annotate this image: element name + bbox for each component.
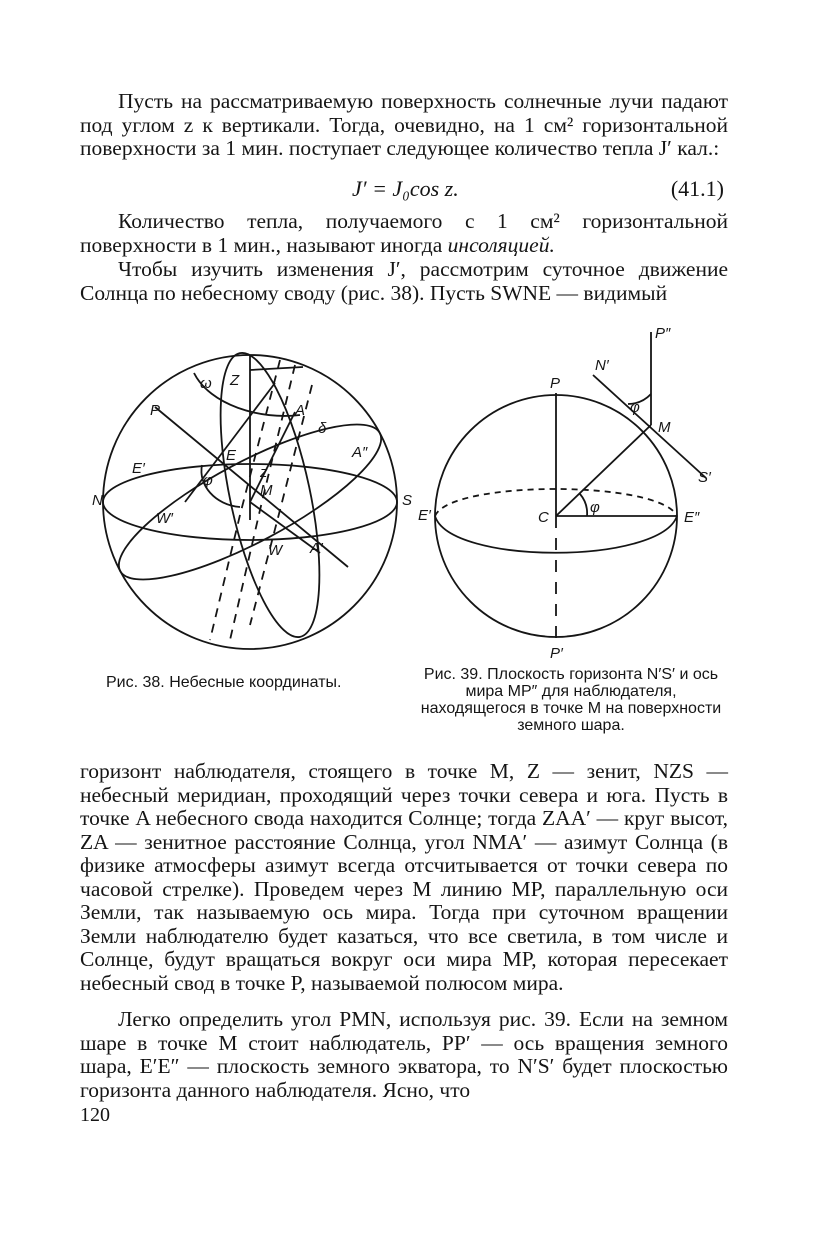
definition-text: Количество тепла, получаемого с 1 см² горизонтальной поверхности в 1 мин., называют иногда <box>80 209 728 257</box>
paragraph-insolation-intro: Пусть на рассматриваемую поверхность солнечные лучи падают под углом z к вертикали. Тогда, очевидно, на 1 см² горизонтальной поверхности за 1 мин. поступает следующее количество тепла J′ кал.: <box>80 89 728 160</box>
label-A: A <box>295 402 306 419</box>
paragraph-horizon-definitions: горизонт наблюдателя, стоящего в точке M, Z — зенит, NZS — небесный меридиан, проходящий через точки севера и юга. Пусть в точке A небесного свода находится Солнце; тогда ZAA′ — круг высот, ZA — зенитное расстояние Солнца, угол NMA′ — азимут Солнца (в физике атмосферы азимут всегда отсчитывается от точки севера по часовой стрелке). Проведем через M линию MP, параллельную оси Земли, так называемую ось мира. Тогда при суточном вращении Земли наблюдателю будет казаться, что все светила, в том числе и Солнце, будут вращаться вокруг оси мира MP, которая пересекает небесный свод в точке P, называемой полюсом мира. <box>80 759 728 995</box>
label-phi: φ <box>203 472 213 489</box>
label-E: E <box>226 447 237 464</box>
paragraph-sun-motion: Чтобы изучить изменения J′, рассмотрим суточное движение Солнца по небесному своду (рис. 38). Пусть SWNE — видимый <box>80 257 728 305</box>
label-W1: W′ <box>156 510 173 527</box>
angle-arc-C <box>580 494 587 516</box>
label-P1: P′ <box>550 645 563 660</box>
label-A1: A′ <box>310 540 323 557</box>
horizon-line-N1S1 <box>593 375 706 478</box>
figure-38-celestial-sphere <box>90 345 420 665</box>
label-Z: Z <box>230 372 240 389</box>
label-A2: A″ <box>352 444 368 461</box>
term-insolation: инсоляцией. <box>447 232 555 257</box>
paragraph-insolation-definition <box>80 210 728 257</box>
caption-figure-39: Рис. 39. Плоскость горизонта N′S′ и ось мира MP″ для наблюдателя, находящегося в точке M на поверхности земного шара. <box>420 666 722 734</box>
label-delta: δ <box>318 420 327 437</box>
label-P2: P″ <box>655 325 671 342</box>
label-P: P <box>150 402 161 419</box>
label-M: M <box>658 419 671 436</box>
equation-41-1 <box>80 176 728 202</box>
page-number: 120 <box>80 1104 110 1126</box>
label-W: W <box>268 542 283 559</box>
label-C: C <box>538 509 549 526</box>
equation-number: (41.1) <box>670 176 724 201</box>
label-E2: E″ <box>684 509 700 526</box>
radius-CM <box>556 425 651 516</box>
label-N: N <box>92 492 103 509</box>
label-z: z <box>260 464 268 481</box>
label-M: M <box>260 482 273 499</box>
label-E1: E′ <box>418 507 431 524</box>
label-P: P <box>550 375 561 392</box>
label-omega: ω <box>200 375 212 392</box>
label-E1: E′ <box>132 460 145 477</box>
label-phi-top: φ <box>630 399 640 416</box>
figure-39-horizon-plane <box>410 320 730 660</box>
label-phi: φ <box>590 499 600 516</box>
equation-formula: J′ = J₀cos z. <box>352 176 459 201</box>
label-N1: N′ <box>595 357 609 374</box>
paragraph-angle-PMN: Легко определить угол PMN, используя рис. 39. Если на земном шаре в точке M стоит наблюдатель, PP′ — ось вращения земного шара, E′E″ — плоскость земного экватора, то N′S′ будет плоскостью горизонта данного наблюдателя. Ясно, что <box>80 1007 728 1102</box>
label-S: S <box>402 492 413 509</box>
caption-figure-38: Рис. 38. Небесные координаты. <box>106 674 342 691</box>
label-S1: S′ <box>698 469 711 486</box>
